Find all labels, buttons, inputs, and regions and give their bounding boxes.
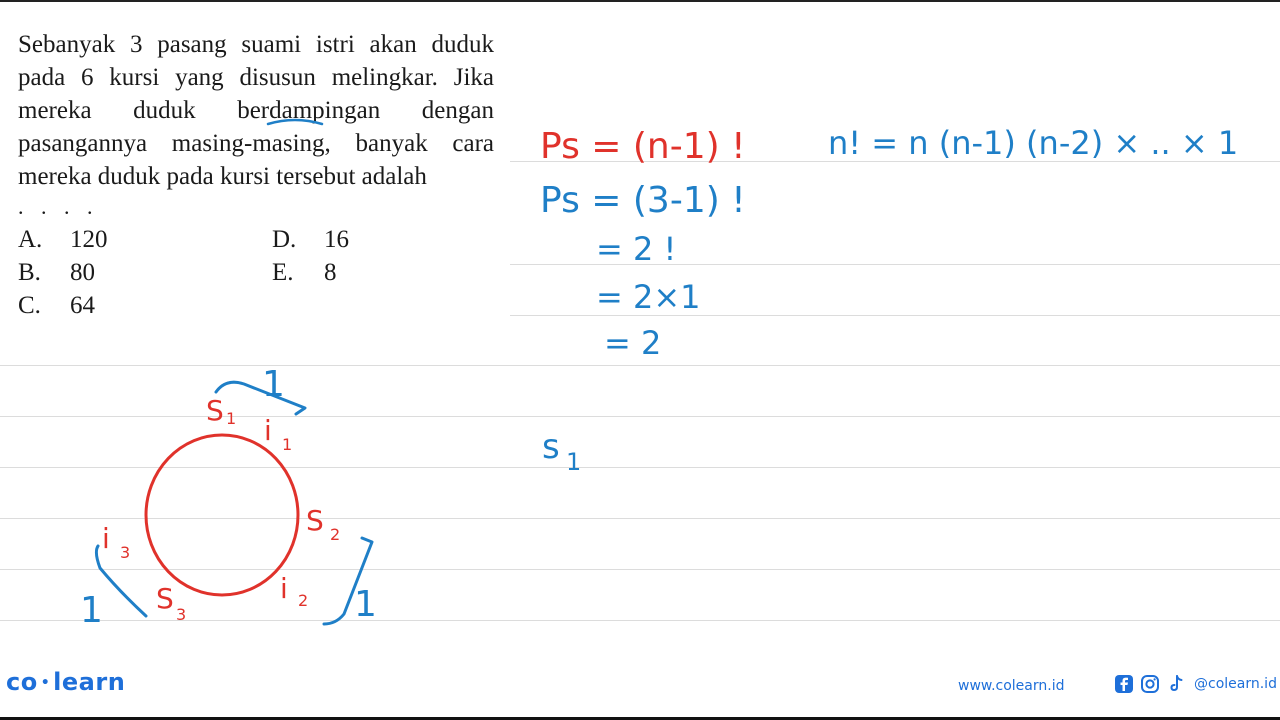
husband-s3-sub: 3 xyxy=(176,605,187,624)
option-value: 16 xyxy=(324,226,349,253)
logo-left-text: co xyxy=(6,668,38,696)
social-links xyxy=(1114,674,1277,694)
option-label: E. xyxy=(272,259,294,286)
wife-i2: i xyxy=(280,572,288,605)
facebook-icon[interactable] xyxy=(1114,674,1134,694)
option-value: 64 xyxy=(70,292,95,319)
husband-s1: S xyxy=(206,394,224,427)
wife-i3-sub: 3 xyxy=(120,543,131,562)
husband-s1-sub: 1 xyxy=(226,409,237,428)
logo-dot: • xyxy=(40,675,51,691)
colearn-logo xyxy=(6,668,125,696)
husband-s2-sub: 2 xyxy=(330,525,341,544)
option-value: 80 xyxy=(70,259,95,286)
social-handle[interactable]: @colearn.id xyxy=(1194,676,1277,692)
factorial-definition: n! = n (n-1) (n-2) × .. × 1 xyxy=(828,124,1239,162)
option-value: 120 xyxy=(70,226,108,253)
question-text: Sebanyak 3 pasang suami istri akan duduk pada 6 kursi yang disusun melingkar. Jika mereka duduk berdampingan dengan pasangannya masing-masing, banyak cara mereka duduk pada kursi tersebut adalah xyxy=(18,31,494,190)
husband-s3: S xyxy=(156,582,174,615)
option-label: A. xyxy=(18,226,43,253)
option-label: C. xyxy=(18,292,41,319)
seat-s-subscript: 1 xyxy=(566,448,582,476)
wife-i2-sub: 2 xyxy=(298,591,309,610)
underline-mark xyxy=(268,120,322,124)
tiktok-icon[interactable] xyxy=(1166,674,1186,694)
formula-line-2: Ps = (3-1) ! xyxy=(540,180,746,221)
logo-right-text: learn xyxy=(53,668,126,696)
question-ellipsis: . . . . xyxy=(18,194,99,219)
husband-s2: S xyxy=(306,504,324,537)
formula-line-4: = 2×1 xyxy=(596,278,701,316)
seat-s-label: s xyxy=(542,427,560,467)
formula-line-5: = 2 xyxy=(604,324,662,362)
formula-line-3: = 2 ! xyxy=(596,230,677,268)
option-label: D. xyxy=(272,226,297,253)
group-label-left: 1 xyxy=(80,590,103,631)
group-label-right: 1 xyxy=(354,584,377,625)
website-link[interactable]: www.colearn.id xyxy=(958,678,1065,694)
instagram-icon[interactable] xyxy=(1140,674,1160,694)
wife-i1-sub: 1 xyxy=(282,435,293,454)
group-label-top: 1 xyxy=(262,364,285,405)
option-value: 8 xyxy=(324,259,337,286)
wife-i3: i xyxy=(102,522,110,555)
option-label: B. xyxy=(18,259,41,286)
round-table-circle xyxy=(146,435,298,595)
wife-i1: i xyxy=(264,414,272,447)
formula-line-1: Ps = (n-1) ! xyxy=(540,126,746,167)
